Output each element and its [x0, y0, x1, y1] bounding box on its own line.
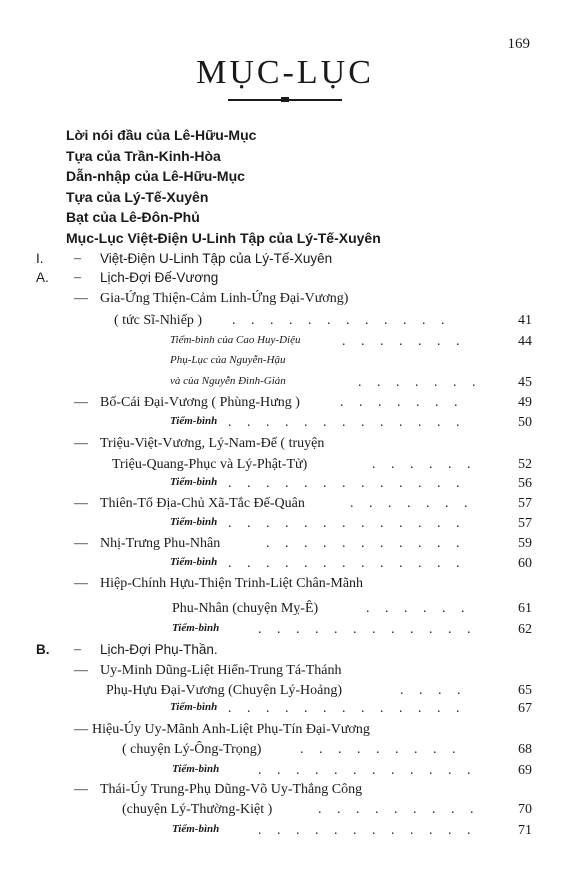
entry-text: Tiểm-bình — [172, 622, 220, 634]
page-ref: 71 — [518, 823, 532, 838]
entry-text: Tiểm-bình — [170, 415, 218, 427]
entry-text: Tiểm-bình — [170, 701, 218, 713]
toc-row — [0, 415, 570, 435]
leader-dots: . . . . . . . . . . . — [266, 536, 466, 551]
toc-row — [0, 742, 570, 762]
page-title: MỤC-LỤC — [196, 54, 374, 91]
page-ref: 67 — [518, 701, 532, 716]
page-ref: 69 — [518, 763, 532, 778]
entry-text: và của Nguyễn Đình-Giản — [170, 375, 286, 387]
entry-text: Hiệu-Úy Uy-Mãnh Anh-Liệt Phụ-Tín Đại-Vương — [92, 722, 370, 737]
toc-row — [0, 375, 570, 395]
entry-dash: — — [74, 576, 88, 591]
page-ref: 68 — [518, 742, 532, 757]
entry-text: ( tức Sĩ-Nhiếp ) — [114, 313, 203, 328]
toc-row — [0, 496, 570, 516]
toc-row — [0, 270, 570, 290]
page-ref: 41 — [518, 313, 532, 328]
toc-row — [0, 782, 570, 802]
toc-row — [0, 476, 570, 496]
leader-dots: . . . . . . . . . . . . . — [228, 476, 466, 491]
leader-dots: . . . . . . . . . . . . — [258, 622, 477, 637]
page-ref: 57 — [518, 516, 532, 531]
page-ref: 49 — [518, 395, 532, 410]
title-rule-mark — [281, 97, 289, 102]
entry-dash: – — [74, 251, 81, 266]
toc-row — [0, 354, 570, 374]
leader-dots: . . . . . . . . . — [318, 802, 480, 817]
toc-row — [0, 701, 570, 721]
toc-row — [0, 663, 570, 683]
toc-row — [0, 536, 570, 556]
leader-dots: . . . . . . . — [358, 375, 482, 390]
entry-text: Hiệp-Chính Hựu-Thiện Trinh-Liệt Chân-Mãnh — [100, 576, 364, 591]
page-ref: 44 — [518, 334, 532, 349]
toc-row — [0, 556, 570, 576]
entry-text: Lịch-Đợi Đế-Vương — [100, 270, 219, 285]
intro-line: Mục-Lục Việt-Điện U-Linh Tập của Lý-Tế-Xuyên — [66, 229, 381, 246]
entry-dash: – — [74, 642, 81, 657]
entry-text: Tiểm-bình — [172, 763, 220, 775]
toc-row — [0, 395, 570, 415]
toc-row — [0, 823, 570, 843]
page-ref: 56 — [518, 476, 532, 491]
toc-row — [0, 436, 570, 456]
intro-line: Lời nói đầu của Lê-Hữu-Mục — [66, 127, 257, 143]
toc-row — [0, 251, 570, 271]
page-ref: 45 — [518, 375, 532, 390]
entry-text: Tiểm-bình của Cao Huy-Diệu — [170, 334, 301, 346]
toc-row — [0, 334, 570, 354]
entry-text: Tiểm-bình — [170, 476, 218, 488]
entry-dash: — — [74, 496, 88, 511]
entry-text: ( chuyện Lý-Ông-Trọng) — [122, 742, 262, 757]
leader-dots: . . . . . . . . . . . . — [258, 763, 477, 778]
intro-line: Dẫn-nhập của Lê-Hữu-Mục — [66, 168, 245, 185]
entry-dash: — — [74, 395, 88, 410]
leader-dots: . . . . . . — [366, 601, 471, 616]
toc-row — [0, 622, 570, 642]
toc-row — [0, 576, 570, 596]
leader-dots: . . . . . . . . . . . . . — [228, 415, 466, 430]
leader-dots: . . . . . . . . . — [300, 742, 462, 757]
page-ref: 70 — [518, 802, 532, 817]
entry-text: Tiểm-bình — [170, 556, 218, 568]
leader-dots: . . . . . . . . . . . . . — [228, 701, 466, 716]
leader-dots: . . . . . . . — [340, 395, 464, 410]
entry-dash: — — [74, 782, 88, 797]
entry-text: Lịch-Đợi Phụ-Thần. — [100, 642, 218, 657]
toc-row — [0, 722, 570, 742]
toc-row — [0, 457, 570, 477]
leader-dots: . . . . . . . . . . . . . — [228, 516, 466, 531]
section-marker: A. — [36, 270, 49, 285]
toc-row — [0, 516, 570, 536]
page-ref: 50 — [518, 415, 532, 430]
toc-row — [0, 683, 570, 703]
entry-text: Phu-Nhân (chuyện Mỵ-Ê) — [172, 601, 319, 616]
entry-text: Thiên-Tổ Địa-Chủ Xã-Tắc Đế-Quân — [100, 496, 305, 511]
entry-text: Bố-Cái Đại-Vương ( Phùng-Hưng ) — [100, 395, 300, 410]
leader-dots: . . . . — [400, 683, 467, 698]
entry-text: Triệu-Việt-Vương, Lý-Nam-Đế ( truyện — [100, 436, 325, 451]
leader-dots: . . . . . . . — [342, 334, 466, 349]
leader-dots: . . . . . . . . . . . . — [258, 823, 477, 838]
entry-text: Phụ-Hựu Đại-Vương (Chuyện Lý-Hoảng) — [106, 683, 343, 698]
entry-dash: — — [74, 722, 88, 737]
toc-row — [0, 642, 570, 662]
intro-line: Tựa của Trần-Kinh-Hòa — [66, 147, 221, 164]
page-number: 169 — [507, 36, 530, 52]
entry-text: Tiểm-bình — [170, 516, 218, 528]
entry-text: Triệu-Quang-Phục và Lý-Phật-Tử) — [112, 457, 308, 472]
entry-text: Nhị-Trưng Phu-Nhân — [100, 536, 221, 551]
entry-text: Việt-Điện U-Linh Tập của Lý-Tế-Xuyên — [100, 251, 333, 266]
page-ref: 59 — [518, 536, 532, 551]
entry-dash: — — [74, 436, 88, 451]
section-marker: B. — [36, 642, 50, 657]
page-ref: 60 — [518, 556, 532, 571]
entry-text: Tiểm-bình — [172, 823, 220, 835]
section-marker: I. — [36, 251, 44, 266]
intro-list — [66, 125, 526, 249]
entry-dash: — — [74, 291, 88, 306]
leader-dots: . . . . . . — [372, 457, 477, 472]
intro-line: Bạt của Lê-Đôn-Phủ — [66, 209, 200, 226]
toc-row — [0, 291, 570, 311]
toc-row — [0, 763, 570, 783]
entry-text: (chuyện Lý-Thường-Kiệt ) — [122, 802, 273, 817]
entry-text: Thái-Úy Trung-Phụ Dũng-Võ Uy-Thắng Công — [100, 782, 363, 797]
toc-row — [0, 802, 570, 822]
entry-dash: — — [74, 536, 88, 551]
intro-line: Tựa của Lý-Tế-Xuyên — [66, 188, 209, 205]
leader-dots: . . . . . . . — [350, 496, 474, 511]
page-ref: 57 — [518, 496, 532, 511]
entry-dash: – — [74, 270, 81, 285]
leader-dots: . . . . . . . . . . . . . — [228, 556, 466, 571]
leader-dots: . . . . . . . . . . . . — [232, 313, 451, 328]
toc-row — [0, 313, 570, 333]
page-ref: 65 — [518, 683, 532, 698]
toc-row — [0, 601, 570, 621]
entry-text: Uy-Minh Dũng-Liệt Hiển-Trung Tá-Thánh — [100, 663, 342, 678]
page-ref: 61 — [518, 601, 532, 616]
page-ref: 52 — [518, 457, 532, 472]
entry-text: Phụ-Lục của Nguyễn-Hậu — [170, 354, 286, 366]
page-ref: 62 — [518, 622, 532, 637]
entry-text: Gia-Ứng Thiện-Cảm Linh-Ứng Đại-Vương) — [100, 291, 349, 306]
entry-dash: — — [74, 663, 88, 678]
